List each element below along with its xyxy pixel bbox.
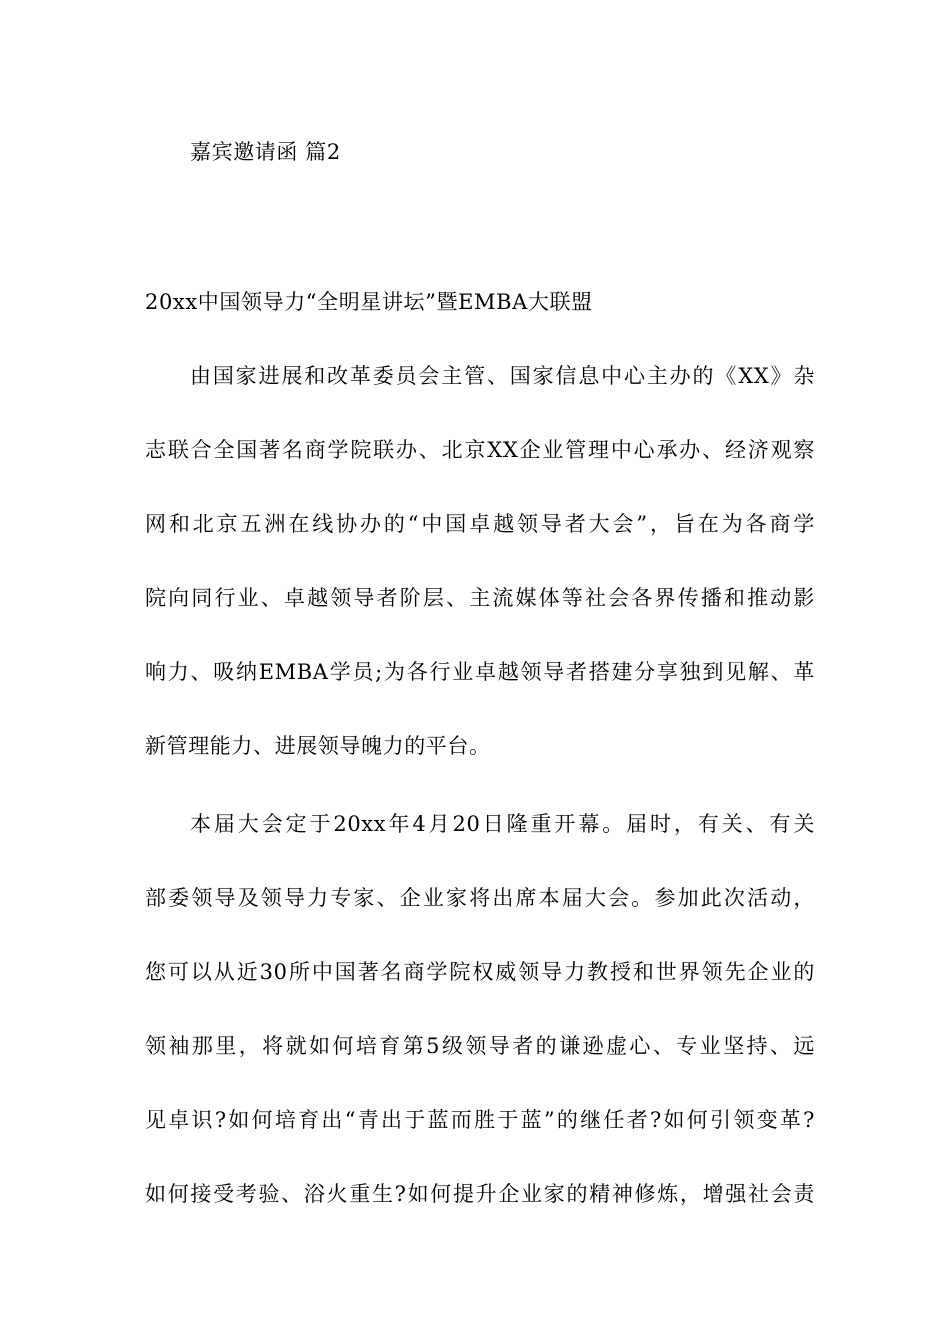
paragraph-2-line: 如何接受考验、浴火重生?如何提升企业家的精神修炼，增强社会责 xyxy=(145,1182,815,1206)
paragraph-2-line: 本届大会定于20xx年4月20日隆重开幕。届时，有关、有关 xyxy=(190,812,815,836)
paragraph-2-line: 领袖那里，将就如何培育第5级领导者的谦逊虚心、专业坚持、远 xyxy=(145,1034,815,1058)
paragraph-1-line: 由国家进展和改革委员会主管、国家信息中心主办的《XX》杂 xyxy=(190,364,815,388)
paragraph-2-line: 您可以从近30所中国著名商学院权威领导力教授和世界领先企业的 xyxy=(145,960,815,984)
document-heading: 嘉宾邀请函 篇2 xyxy=(190,140,341,164)
paragraph-1-line: 志联合全国著名商学院联办、北京XX企业管理中心承办、经济观察 xyxy=(145,438,815,462)
paragraph-1-line: 网和北京五洲在线协办的“中国卓越领导者大会”，旨在为各商学 xyxy=(145,512,815,536)
paragraph-1-line: 院向同行业、卓越领导者阶层、主流媒体等社会各界传播和推动影 xyxy=(145,586,815,610)
paragraph-2-line: 部委领导及领导力专家、企业家将出席本届大会。参加此次活动， xyxy=(145,886,815,910)
paragraph-2-line: 见卓识?如何培育出“青出于蓝而胜于蓝”的继任者?如何引领变革? xyxy=(145,1108,815,1132)
paragraph-1-line: 响力、吸纳EMBA学员;为各行业卓越领导者搭建分享独到见解、革 xyxy=(145,660,815,684)
paragraph-1-line: 新管理能力、进展领导魄力的平台。 xyxy=(145,734,491,758)
document-subtitle: 20xx中国领导力“全明星讲坛”暨EMBA大联盟 xyxy=(145,290,593,314)
